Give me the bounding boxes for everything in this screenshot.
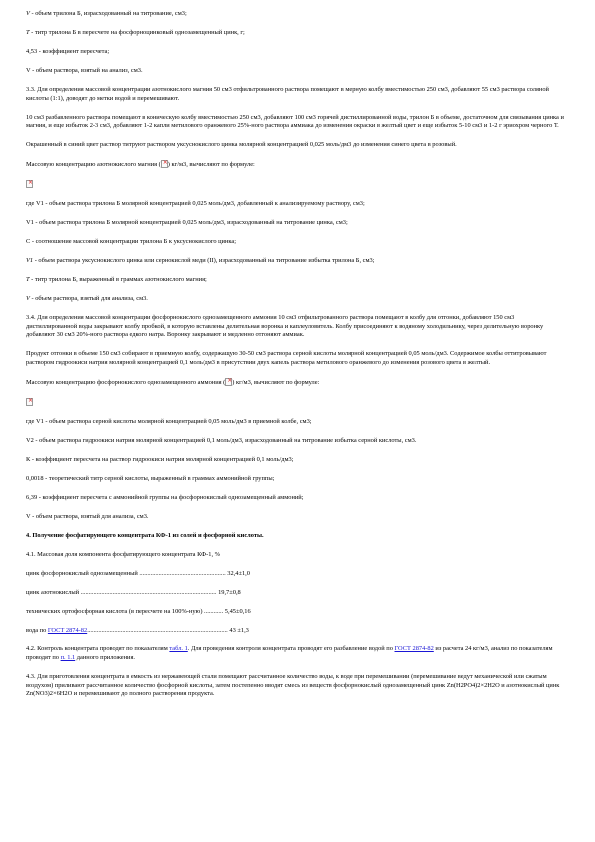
composition-line: технических ортофосфорная кислота (в пересчете на 100%-ную) ............ 5,45±0,16 (26, 607, 251, 615)
text: - объем раствора уксуснокислого цинка или сернокислой меди (II), израсходованный на титрование избытка трилона Б, см3; (33, 257, 375, 264)
text: - объем трилона Б, израсходованный на титрование, см3; (29, 10, 187, 17)
text: ........................................................................................ 43 ±1,3 (87, 626, 249, 634)
text: 4.2. Контроль концентрата проводят по показателям (26, 645, 170, 653)
paragraph: 3.4. Для определения массовой концентрации фосфорнокислого однозамещенного аммония 10 см3 отфильтрованного раствора помещают в колбу для отгонки, добавляют 150 см3 дистиллированной воды закрывают колбу пробкой, в которую вставлены делительная воронка и каплеуловитель. Колбу присоединяют к водяному холодильнику, через делительную воронку добавляют 30 см3 20%-ного раствора едкого натра. Воронку закрывают и медленно отгоняют аммиак. (26, 313, 544, 339)
table-link[interactable]: табл. 1 (169, 645, 188, 653)
composition-line: цинк фосфорнокислый однозамещенный ...................................................... 32,4±1,0 (26, 569, 250, 577)
text: ) кг/м3, вычисляют по формуле: (167, 161, 255, 169)
text: вода по (26, 626, 48, 634)
paragraph (26, 160, 565, 170)
paragraph: V2 - объем раствора гидроокиси натрия молярной концентрацией 0,1 моль/дм3, израсходованный на титрование избытка серной кислоты, см3. (26, 436, 417, 444)
symbol: Т (26, 275, 30, 283)
paragraph: 4.1. Массовая доля компонента фосфатирующего концентрата КФ-1, % (26, 550, 220, 558)
paragraph: Окрашенный в синий цвет раствор титруют раствором уксуснокислого цинка молярной концентрацией 0,025 моль/дм3 до изменения синего цвета в розовый. (26, 141, 457, 149)
text: - титр трилона Б, выраженный в граммах азотнокислого магния; (29, 275, 207, 283)
formula-image (26, 180, 565, 190)
paragraph: 4.3. Для приготовления концентрата в емкость из нержавеющей стали помещают рассчитанное количество воды, к воде при перемешивании (перемешивание ведут механической или сжатым воздухом) приливают рассчитанное количество фосфорной кислоты, затем постепенно вводят смесь из веществ фосфорнокислый однозамещенный цинк Zn(H2PO4)2×2H2O и азотнокислый цинк Zn(NO3)2×6H2O и перемешивают до полного растворения продукта. (26, 673, 560, 698)
text: . Для проведения контроля концентрата проводят его разбавление водой по (187, 645, 395, 653)
paragraph (26, 295, 565, 304)
text: - титр трилона Б в пересчете на фосфорноцинковый однозамещенный цинк, г; (29, 28, 245, 36)
symbol: V1 (26, 219, 34, 227)
paragraph: 0,0018 - теоретический титр серной кислоты, выраженный в граммах аммонийной группы; (26, 474, 275, 482)
broken-image-icon (26, 398, 33, 406)
symbol: V (26, 294, 30, 302)
text: Массовую концентрацию азотнокислого магния ( (26, 161, 161, 169)
paragraph: V - объем раствора, взятый на анализ, см3. (26, 66, 143, 74)
composition-line (26, 627, 565, 636)
paragraph: 10 см3 разбавленного раствора помещают в коническую колбу вместимостью 250 см3, добавляют 100 см3 горячей дистиллированной воды, трилон Б в объеме, достаточном для связывания цинка и магния, и еще избыток 2-3 см3, добавляют 1-2 капли метилового оранжевого 25%-ного раствора аммиака до изменения окраски в желтый цвет и еще избыток 5-10 см3 и 1-2 г эриохром черного Т. (26, 113, 564, 130)
paragraph (26, 645, 565, 662)
composition-line: цинк азотнокислый ..................................................................................... 19,7±0,8 (26, 588, 241, 596)
section-heading: 4. Получение фосфатирующего концентрата КФ-1 из солей и фосфорной кислоты. (26, 531, 264, 539)
paragraph: 3.3. Для определения массовой концентрации азотнокислого магния 50 см3 отфильтрованного раствора помещают в мерную колбу вместимостью 250 см3, добавляют 55 см3 раствора соляной кислоты (1:1), доводят до метки водой и перемешивают. (26, 85, 549, 102)
text: - объем раствора трилона Б молярной концентрацией 0,025 моль/дм3, израсходованный на титрование цинка, см3; (33, 219, 348, 227)
text: ) кг/м3, вычисляют по формуле: (232, 378, 320, 386)
broken-image-icon (26, 180, 33, 188)
paragraph: К - коэффициент пересчета на раствор гидроокиси натрия молярной концентрацией 0,1 моль/дм3; (26, 455, 294, 463)
formula-image (26, 398, 565, 408)
paragraph (26, 257, 565, 266)
text: - объем раствора, взятый для анализа, см3. (29, 294, 148, 302)
paragraph: где V1 - объем раствора серной кислоты молярной концентрацией 0,05 моль/дм3 в приемной колбе, см3; (26, 417, 312, 425)
broken-image-icon (161, 160, 168, 168)
clause-link[interactable]: п. 1.1 (60, 654, 76, 662)
paragraph (26, 29, 565, 38)
symbol: V1 (26, 257, 34, 264)
text: данного приложения. (75, 654, 135, 662)
paragraph: С - соотношение массовой концентрации трилона Б к уксуснокислого цинка; (26, 238, 237, 246)
broken-image-icon (225, 378, 232, 386)
gost-link[interactable]: ГОСТ 2874-82 (394, 645, 434, 653)
paragraph: 4,53 - коэффициент пересчета; (26, 47, 110, 55)
paragraph: V - объем раствора, взятый для анализа, см3. (26, 512, 149, 520)
paragraph (26, 10, 565, 19)
text: Массовую концентрацию фосфорнокислого однозамещенного аммония ( (26, 378, 226, 386)
paragraph (26, 276, 565, 285)
paragraph: Продукт отгонки в объеме 150 см3 собирают в приемную колбу, содержащую 30-50 см3 раствора серной кислоты молярной концентрацией 0,05 моль/дм3. Содержимое колбы оттитровывают раствором гидроокиси натрия молярной концентрацией 0,1 моль/дм3 в присутствии двух капель раствора метилового оранжевого до изменения розового цвета в желтый. (26, 350, 547, 366)
gost-link[interactable]: ГОСТ 2874-82 (47, 626, 88, 634)
paragraph (26, 378, 565, 388)
text: из расчета 24 кг/м3, анализ по показателям проводят по (26, 645, 553, 662)
paragraph (26, 219, 565, 228)
paragraph: где V1 - объем раствора трилона Б молярной концентрацией 0,025 моль/дм3, добавленный к анализируемому раствору, см3; (26, 200, 365, 208)
symbol: Т (26, 28, 30, 36)
symbol: V (26, 10, 30, 17)
paragraph: 6,39 - коэффициент пересчета с аммонийной группы на фосфорнокислый однозамещенный аммоний; (26, 493, 304, 501)
